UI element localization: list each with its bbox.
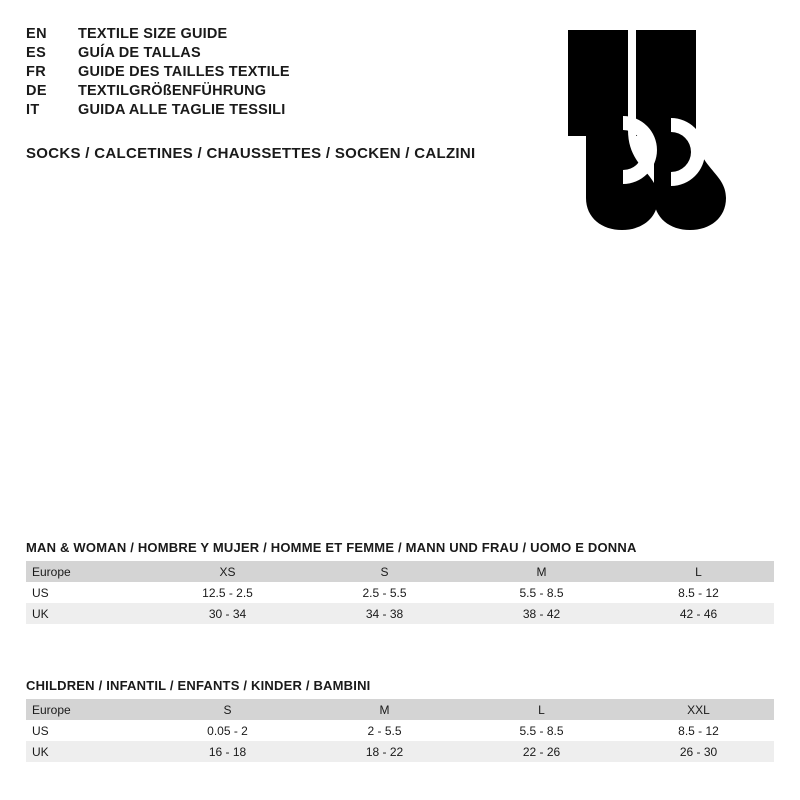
language-title: GUIDE DES TAILLES TEXTILE bbox=[78, 64, 290, 80]
cell: 42 - 46 bbox=[617, 603, 774, 624]
cell: XS bbox=[146, 561, 303, 582]
cell: M bbox=[460, 561, 617, 582]
table-title: MAN & WOMAN / HOMBRE Y MUJER / HOMME ET FEMME / MANN UND FRAU / UOMO E DONNA bbox=[26, 540, 637, 555]
cell: 2.5 - 5.5 bbox=[303, 582, 460, 603]
size-table-man-woman bbox=[26, 561, 774, 624]
row-label: Europe bbox=[26, 699, 146, 720]
language-row bbox=[26, 26, 506, 42]
language-row bbox=[26, 83, 506, 99]
row-label: UK bbox=[26, 603, 146, 624]
table-title: CHILDREN / INFANTIL / ENFANTS / KINDER / BAMBINI bbox=[26, 678, 371, 693]
language-row bbox=[26, 102, 506, 118]
language-list bbox=[26, 26, 506, 121]
cell: L bbox=[617, 561, 774, 582]
cell: 8.5 - 12 bbox=[617, 720, 774, 741]
table-row bbox=[26, 741, 774, 762]
table-section-man-woman bbox=[26, 540, 774, 624]
cell: 34 - 38 bbox=[303, 603, 460, 624]
table-row bbox=[26, 720, 774, 741]
language-title: GUÍA DE TALLAS bbox=[78, 45, 201, 61]
table-row bbox=[26, 561, 774, 582]
row-label: UK bbox=[26, 741, 146, 762]
cell: L bbox=[460, 699, 617, 720]
cell: 22 - 26 bbox=[460, 741, 617, 762]
cell: 12.5 - 2.5 bbox=[146, 582, 303, 603]
table-section-children bbox=[26, 678, 774, 762]
size-table-children bbox=[26, 699, 774, 762]
language-title: TEXTILGRÖßENFÜHRUNG bbox=[78, 83, 267, 99]
language-row bbox=[26, 45, 506, 61]
cell: S bbox=[146, 699, 303, 720]
language-code: FR bbox=[26, 64, 47, 80]
cell: 0.05 - 2 bbox=[146, 720, 303, 741]
row-label: US bbox=[26, 582, 146, 603]
cell: 30 - 34 bbox=[146, 603, 303, 624]
language-title: TEXTILE SIZE GUIDE bbox=[78, 26, 228, 42]
language-title: GUIDA ALLE TAGLIE TESSILI bbox=[78, 102, 286, 118]
language-code: IT bbox=[26, 102, 40, 118]
table-row bbox=[26, 699, 774, 720]
language-code: ES bbox=[26, 45, 47, 61]
socks-icon bbox=[520, 20, 770, 240]
row-label: Europe bbox=[26, 561, 146, 582]
language-code: EN bbox=[26, 26, 47, 42]
cell: M bbox=[303, 699, 460, 720]
cell: 2 - 5.5 bbox=[303, 720, 460, 741]
table-row bbox=[26, 603, 774, 624]
language-row bbox=[26, 64, 506, 80]
cell: 5.5 - 8.5 bbox=[460, 720, 617, 741]
cell: XXL bbox=[617, 699, 774, 720]
row-label: US bbox=[26, 720, 146, 741]
cell: S bbox=[303, 561, 460, 582]
page-subtitle: SOCKS / CALCETINES / CHAUSSETTES / SOCKEN / CALZINI bbox=[26, 145, 476, 162]
cell: 38 - 42 bbox=[460, 603, 617, 624]
language-code: DE bbox=[26, 83, 47, 99]
cell: 26 - 30 bbox=[617, 741, 774, 762]
cell: 5.5 - 8.5 bbox=[460, 582, 617, 603]
cell: 8.5 - 12 bbox=[617, 582, 774, 603]
cell: 18 - 22 bbox=[303, 741, 460, 762]
table-row bbox=[26, 582, 774, 603]
cell: 16 - 18 bbox=[146, 741, 303, 762]
